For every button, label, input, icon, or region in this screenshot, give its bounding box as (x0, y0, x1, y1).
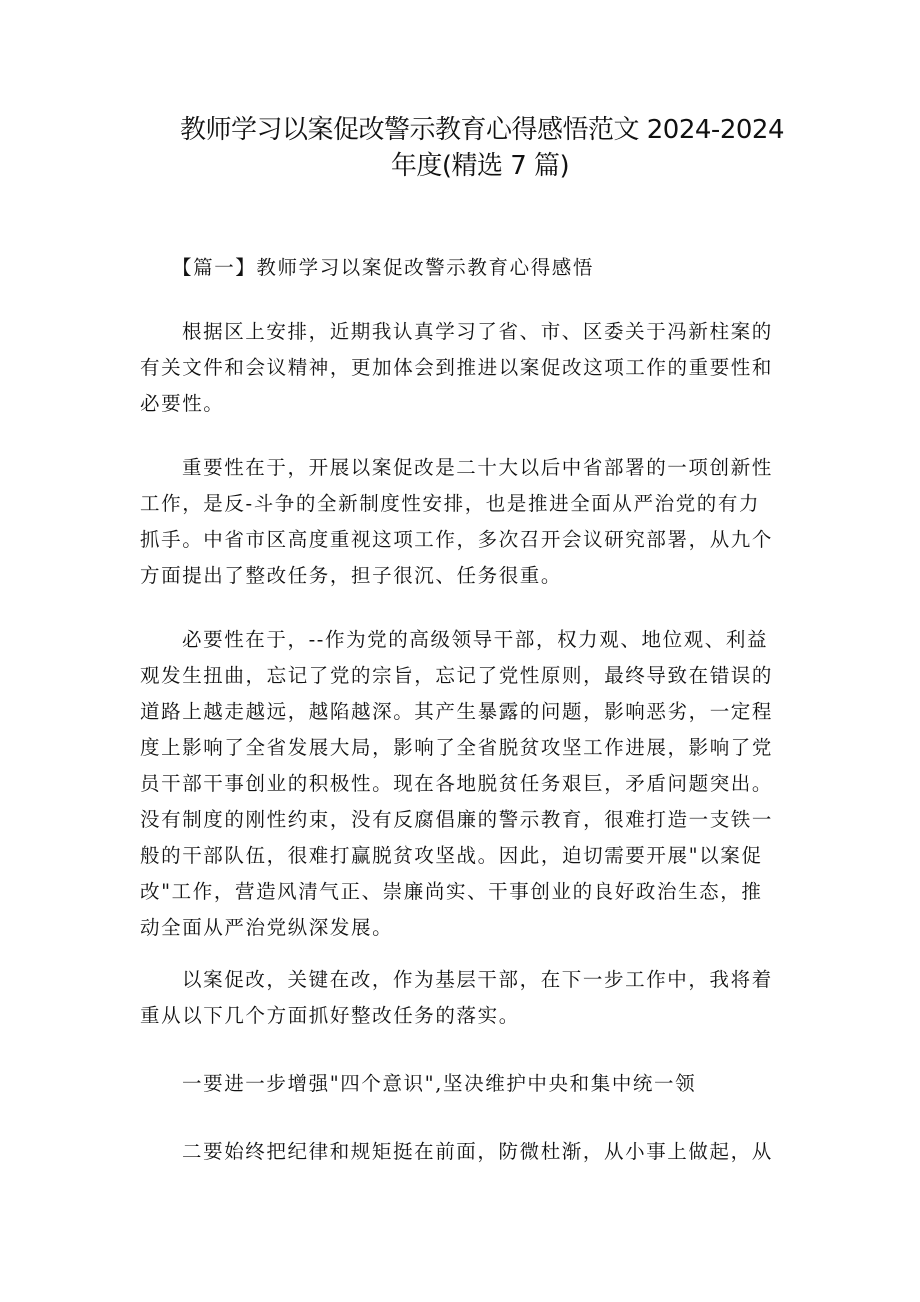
title-line-1: 教师学习以案促改警示教育心得感悟范文 2024-2024 (180, 115, 784, 145)
paragraph-line: 度上影响了全省发展大局，影响了全省脱贫攻坚工作进展，影响了党 (140, 736, 774, 759)
paragraph-line: 根据区上安排，近期我认真学习了省、市、区委关于冯新柱案的 (182, 320, 773, 343)
paragraph-line: 重从以下几个方面抓好整改任务的落实。 (140, 1004, 520, 1027)
paragraph-2 (140, 450, 782, 594)
paragraph-line: 员干部干事创业的积极性。现在各地脱贫任务艰巨，矛盾问题突出。 (140, 772, 774, 795)
paragraph-line: 以案促改，关键在改，作为基层干部，在下一步工作中，我将着 (182, 968, 773, 991)
paragraph-line: 没有制度的刚性约束，没有反腐倡廉的警示教育，很难打造一支铁一 (140, 808, 774, 831)
paragraph-4 (140, 962, 782, 1034)
paragraph-1 (140, 314, 782, 422)
paragraph-line: 改"工作，营造风清气正、崇廉尚实、干事创业的良好政治生态，推 (140, 880, 763, 903)
title-line-2: 年度(精选 7 篇) (390, 151, 570, 181)
paragraph-line: 重要性在于，开展以案促改是二十大以后中省部署的一项创新性 (182, 456, 773, 479)
paragraph-6 (140, 1134, 782, 1170)
paragraph-line: 观发生扭曲，忘记了党的宗旨，忘记了党性原则，最终导致在错误的 (140, 664, 774, 687)
paragraph-line: 一要进一步增强"四个意识",坚决维护中央和集中统一领 (182, 1072, 697, 1095)
paragraph-line: 方面提出了整改任务，担子很沉、任务很重。 (140, 564, 563, 587)
section-heading: 【篇一】教师学习以案促改警示教育心得感悟 (172, 256, 595, 279)
paragraph-line: 动全面从严治党纵深发展。 (140, 916, 394, 939)
paragraph-line: 必要性。 (140, 392, 225, 415)
paragraph-line: 有关文件和会议精神，更加体会到推进以案促改这项工作的重要性和 (140, 356, 774, 379)
paragraph-3 (140, 622, 782, 946)
paragraph-5 (140, 1066, 782, 1102)
paragraph-line: 抓手。中省市区高度重视这项工作，多次召开会议研究部署，从九个 (140, 528, 774, 551)
paragraph-line: 必要性在于，--作为党的高级领导干部，权力观、地位观、利益 (182, 628, 769, 651)
document-title (180, 112, 784, 184)
paragraph-line: 工作，是反-斗争的全新制度性安排，也是推进全面从严治党的有力 (140, 492, 761, 515)
paragraph-line: 道路上越走越远，越陷越深。其产生暴露的问题，影响恶劣，一定程 (140, 700, 774, 723)
paragraph-line: 般的干部队伍，很难打赢脱贫攻坚战。因此，迫切需要开展"以案促 (140, 844, 763, 867)
paragraph-line: 二要始终把纪律和规矩挺在前面，防微杜渐，从小事上做起，从 (182, 1140, 773, 1163)
